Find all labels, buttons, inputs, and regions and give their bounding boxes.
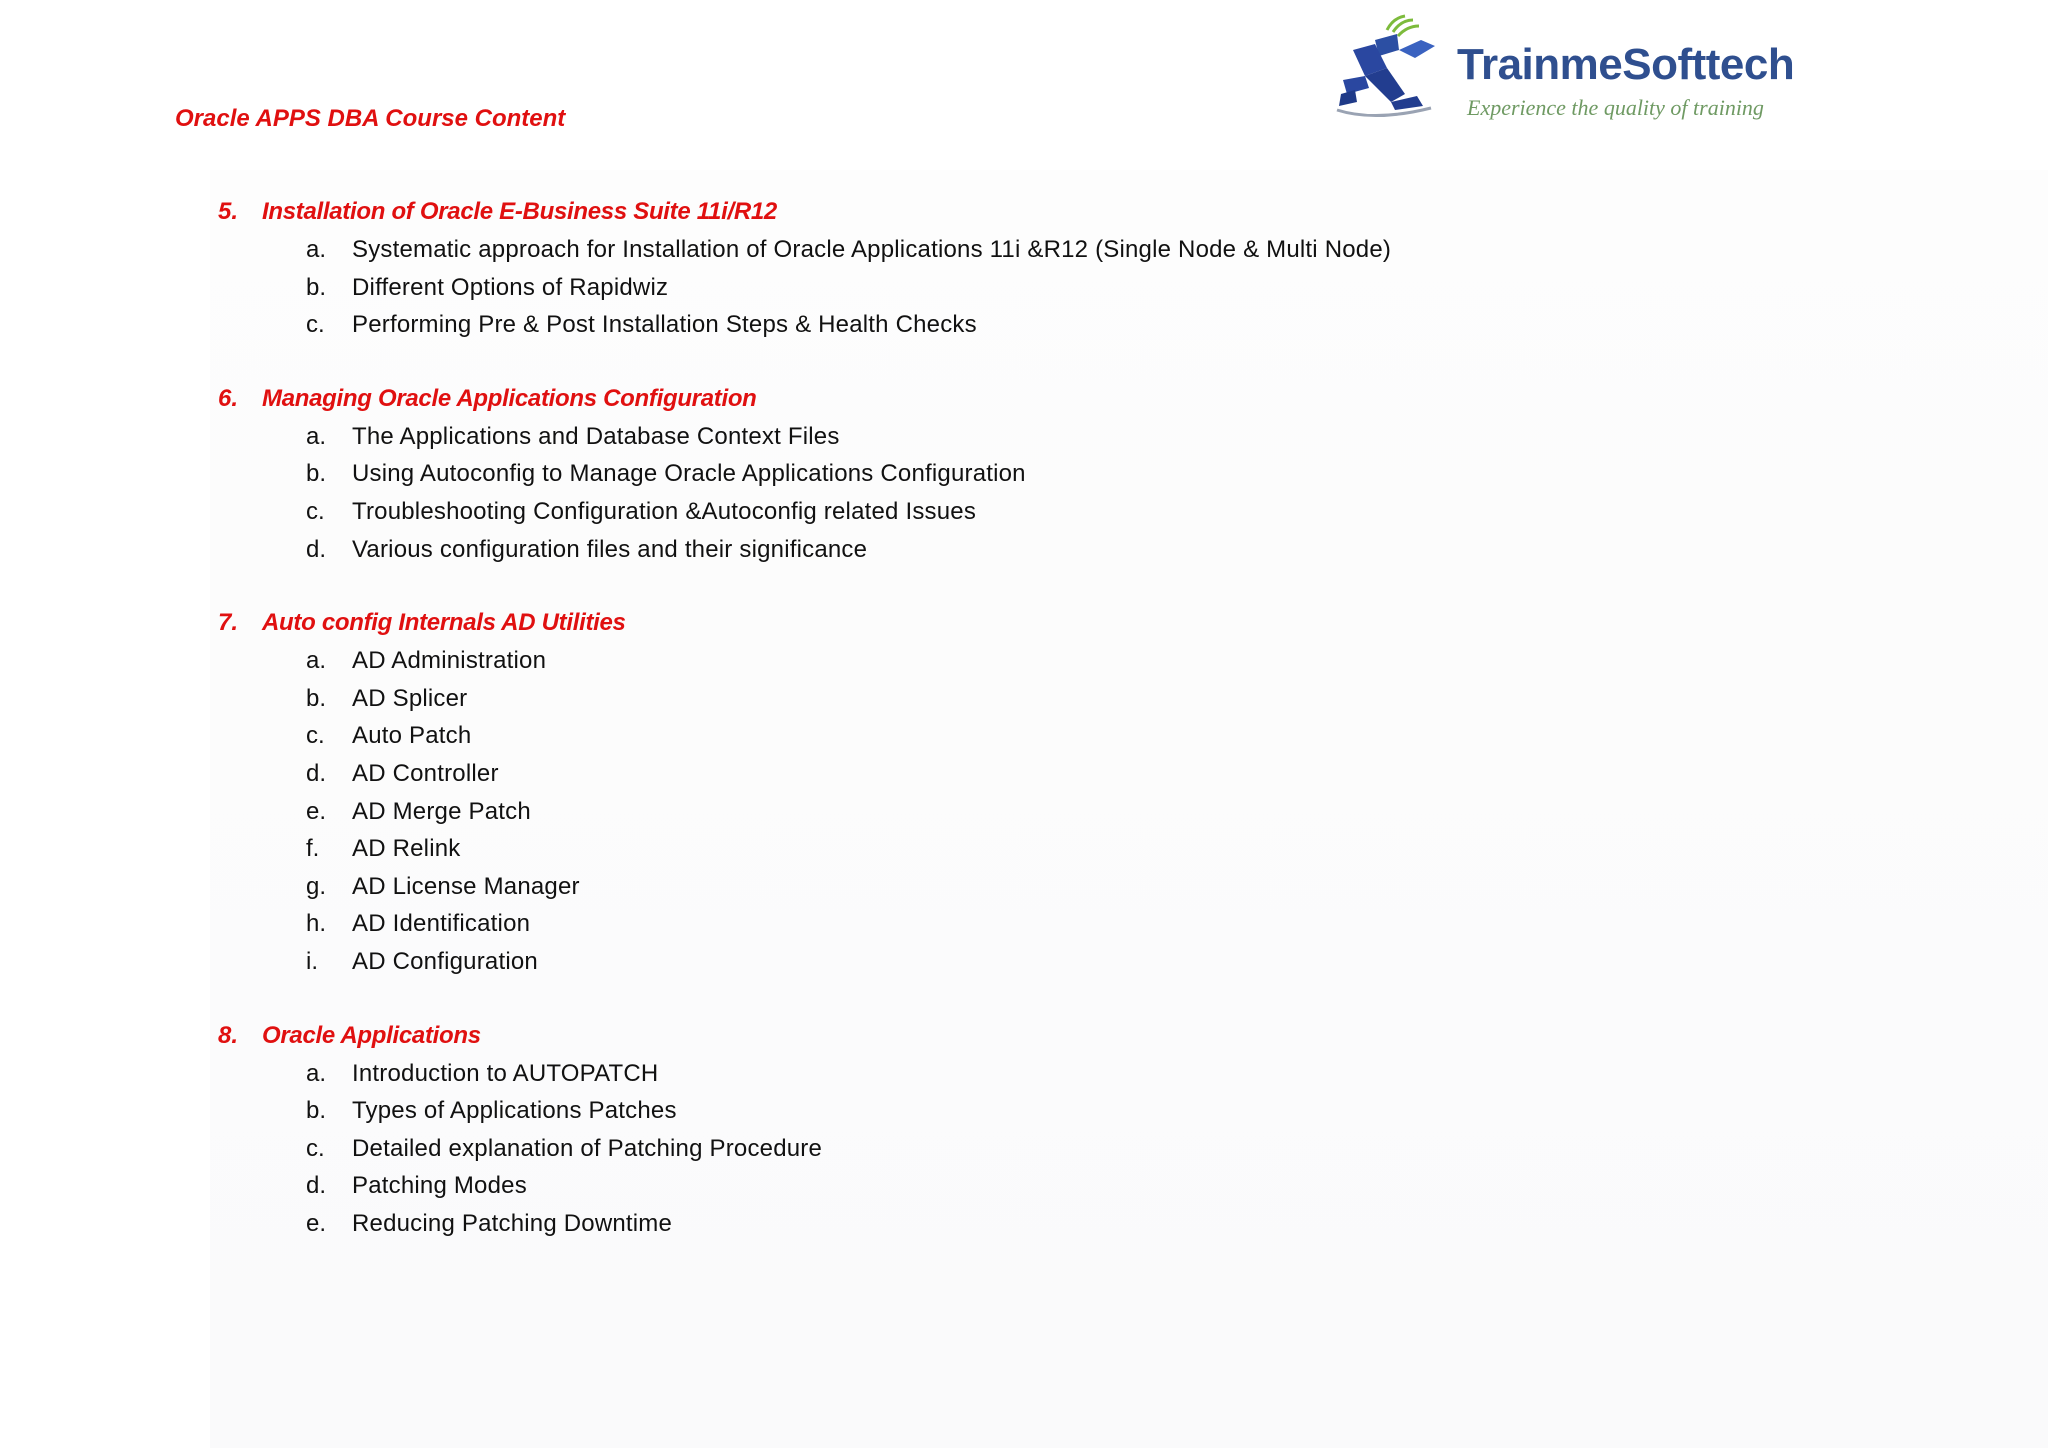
- list-item-letter: e.: [306, 1209, 327, 1237]
- list-item: [0, 274, 2048, 312]
- section-number: 8.: [218, 1021, 239, 1049]
- list-item-text: Introduction to AUTOPATCH: [352, 1059, 659, 1087]
- list-item-text: Various configuration files and their significance: [352, 535, 868, 563]
- list-item-letter: d.: [306, 759, 327, 787]
- section-title: Managing Oracle Applications Configuration: [262, 384, 757, 412]
- list-item-text: AD License Manager: [352, 872, 580, 900]
- section-number: 6.: [218, 384, 239, 412]
- section-title: Oracle Applications: [262, 1021, 481, 1049]
- course-section: [0, 385, 2048, 573]
- list-item-letter: a.: [306, 647, 327, 675]
- section-number: 7.: [218, 609, 239, 637]
- list-item: [0, 1097, 2048, 1135]
- list-item-letter: a.: [306, 1059, 327, 1087]
- list-item-letter: i.: [306, 947, 318, 975]
- list-item: [0, 498, 2048, 536]
- course-sections: [0, 198, 2048, 1283]
- list-item: [0, 647, 2048, 685]
- list-item-letter: f.: [306, 835, 320, 863]
- company-logo: [1335, 10, 1795, 125]
- list-item-text: AD Configuration: [352, 947, 538, 975]
- list-item-text: Types of Applications Patches: [352, 1097, 677, 1125]
- list-item-letter: e.: [306, 797, 327, 825]
- list-item-letter: b.: [306, 1097, 327, 1125]
- document-title: Oracle APPS DBA Course Content: [175, 105, 566, 132]
- course-section: [0, 609, 2048, 985]
- list-item-text: Detailed explanation of Patching Procedure: [352, 1134, 823, 1162]
- runner-book-icon: [1335, 10, 1455, 125]
- list-item: [0, 1060, 2048, 1098]
- list-item-letter: b.: [306, 273, 327, 301]
- list-item-text: Performing Pre & Post Installation Steps & Health Checks: [352, 311, 977, 339]
- list-item-text: The Applications and Database Context Files: [352, 422, 840, 450]
- list-item: [0, 685, 2048, 723]
- list-item: [0, 1210, 2048, 1248]
- section-heading: [0, 609, 2048, 647]
- list-item-text: AD Splicer: [352, 684, 468, 712]
- section-title: Auto config Internals AD Utilities: [262, 609, 626, 637]
- section-number: 5.: [218, 198, 239, 225]
- list-item-letter: c.: [306, 497, 325, 525]
- list-item-letter: a.: [306, 422, 327, 450]
- list-item-text: AD Identification: [352, 910, 531, 938]
- list-item-text: AD Merge Patch: [352, 797, 531, 825]
- list-item-letter: b.: [306, 460, 327, 488]
- list-item-text: AD Controller: [352, 759, 499, 787]
- list-item-text: Reducing Patching Downtime: [352, 1209, 673, 1237]
- list-item-text: Different Options of Rapidwiz: [352, 273, 669, 301]
- list-item-text: Troubleshooting Configuration &Autoconfig related Issues: [352, 497, 977, 525]
- course-section: [0, 1022, 2048, 1248]
- logo-tagline: Experience the quality of training: [1467, 95, 1764, 120]
- list-item: [0, 835, 2048, 873]
- list-item-letter: d.: [306, 1172, 327, 1200]
- list-item: [0, 236, 2048, 274]
- list-item: [0, 1135, 2048, 1173]
- list-item: [0, 722, 2048, 760]
- section-title: Installation of Oracle E-Business Suite 11i/R12: [262, 198, 777, 225]
- list-item-letter: a.: [306, 236, 327, 263]
- list-item: [0, 536, 2048, 574]
- list-item: [0, 423, 2048, 461]
- list-item: [0, 460, 2048, 498]
- list-item: [0, 760, 2048, 798]
- list-item: [0, 873, 2048, 911]
- section-heading: [0, 1022, 2048, 1060]
- list-item-letter: d.: [306, 535, 327, 563]
- list-item-text: AD Administration: [352, 647, 547, 675]
- course-section: [0, 198, 2048, 349]
- list-item: [0, 311, 2048, 349]
- list-item: [0, 910, 2048, 948]
- list-item: [0, 948, 2048, 986]
- list-item: [0, 1172, 2048, 1210]
- list-item-letter: c.: [306, 722, 325, 750]
- list-item-letter: g.: [306, 872, 327, 900]
- section-heading: [0, 198, 2048, 236]
- list-item-text: Systematic approach for Installation of Oracle Applications 11i &R12 (Single Node & Multi Node): [352, 236, 1392, 263]
- logo-brand-name: TrainmeSofttech: [1457, 40, 1795, 89]
- list-item-letter: c.: [306, 311, 325, 339]
- list-item-letter: b.: [306, 684, 327, 712]
- list-item-text: Using Autoconfig to Manage Oracle Applications Configuration: [352, 460, 1026, 488]
- list-item-text: Auto Patch: [352, 722, 472, 750]
- section-heading: [0, 385, 2048, 423]
- list-item-letter: h.: [306, 910, 327, 938]
- list-item-text: AD Relink: [352, 835, 461, 863]
- list-item-letter: c.: [306, 1134, 325, 1162]
- list-item-text: Patching Modes: [352, 1172, 527, 1200]
- list-item: [0, 798, 2048, 836]
